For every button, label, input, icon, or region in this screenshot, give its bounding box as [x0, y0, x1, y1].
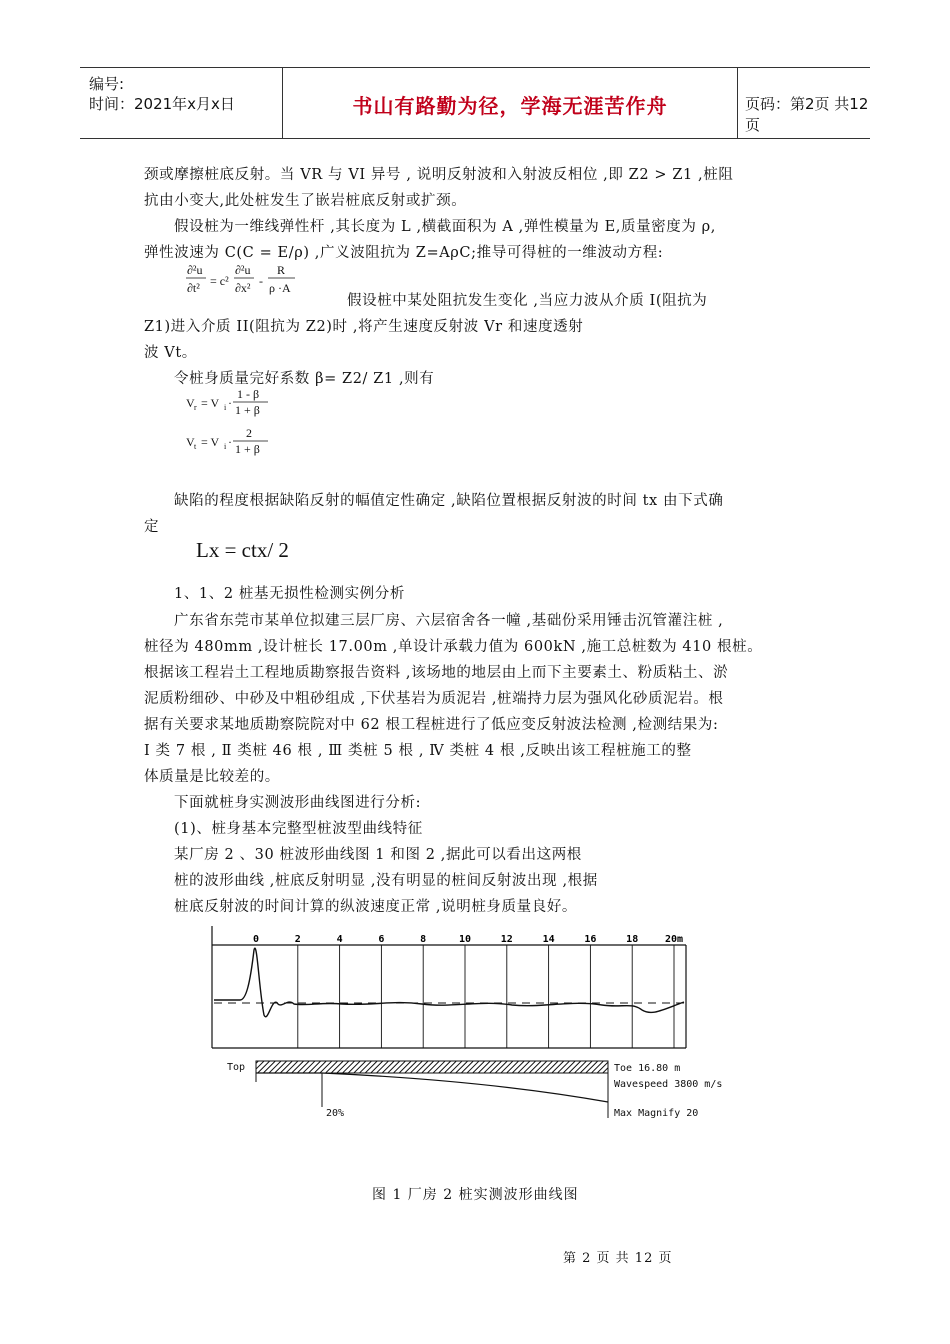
- vr-formula: [185, 385, 285, 419]
- svg-text:1 - β: 1 - β: [237, 387, 260, 401]
- body-line: 弹性波速为 C(C = E/ρ) ,广义波阻抗为 Z=AρC;推导可得桩的一维波动方程:: [144, 245, 664, 261]
- svg-text:1 + β: 1 + β: [235, 403, 260, 417]
- tick-label: 4: [336, 934, 343, 945]
- svg-text:·: ·: [228, 435, 232, 449]
- vr-formula-graphic: [185, 385, 285, 419]
- svg-text:t: t: [194, 442, 197, 451]
- body-line: 泥质粉细砂、中砂及中粗砂组成 ,下伏基岩为质泥岩 ,桩端持力层为强风化砂质泥岩。根: [144, 691, 724, 707]
- wavespeed-label: Wavespeed 3800 m/s: [614, 1079, 723, 1090]
- number-label: 编号:: [89, 75, 125, 93]
- tick-label: 8: [420, 934, 427, 945]
- svg-text:2: 2: [246, 426, 252, 440]
- figure-gridlines: [298, 945, 674, 1048]
- vt-formula: [185, 424, 285, 458]
- svg-text:= V: = V: [201, 396, 220, 410]
- body-line: 假设桩中某处阻抗发生变化 ,当应力波从介质 I(阻抗为: [347, 293, 708, 309]
- tick-label: 6: [378, 934, 385, 945]
- svg-text:1 + β: 1 + β: [235, 442, 260, 456]
- magnify-label: Max Magnify 20: [614, 1108, 699, 1119]
- tick-label: 0: [252, 934, 260, 945]
- lx-formula-text: Lx = ctx/ 2: [196, 538, 289, 562]
- body-line: 桩径为 480mm ,设计桩长 17.00m ,单设计承载力值为 600kN ,施工总桩数为 410 根桩。: [144, 639, 763, 655]
- page-footer: 第 2 页 共 12 页: [563, 1251, 673, 1266]
- svg-text:ρ ·A: ρ ·A: [269, 281, 291, 295]
- body-line: 体质量是比较差的。: [144, 769, 280, 785]
- top-label: Top: [227, 1062, 246, 1073]
- tick-label: 16: [584, 934, 597, 945]
- body-line: 令桩身质量完好系数 β= Z2/ Z1 ,则有: [174, 371, 435, 387]
- body-line: 据有关要求某地质勘察院院对中 62 根工程桩进行了低应变反射波法检测 ,检测结果为:: [144, 717, 719, 733]
- tick-label: 20m: [664, 934, 684, 945]
- time-label: 时间：2021年x月x日: [89, 95, 235, 113]
- page-label: 页码：第2页 共12页: [745, 95, 869, 134]
- svg-text:R: R: [277, 263, 286, 277]
- section-heading: 1、1、2 桩基无损性检测实例分析: [174, 586, 405, 602]
- body-line: 桩的波形曲线 ,桩底反射明显 ,没有明显的桩间反射波出现 ,根据: [174, 873, 598, 889]
- wave-equation-graphic: [185, 263, 335, 303]
- waveform-trace: [214, 948, 684, 1017]
- pile-bar: [256, 1061, 608, 1073]
- wave-equation: [185, 263, 335, 303]
- tick-label: 14: [542, 934, 555, 945]
- svg-text:V: V: [186, 396, 195, 410]
- motto: 书山有路勤为径，学海无涯苦作舟: [352, 94, 668, 118]
- figure-tick-labels: [253, 934, 683, 945]
- svg-text:= c²: = c²: [210, 274, 229, 288]
- svg-text:V: V: [186, 435, 195, 449]
- body-line: 广东省东莞市某单位拟建三层厂房、六层宿舍各一幢 ,基础份采用锤击沉管灌注桩 ,: [174, 613, 724, 629]
- body-line: Z1)进入介质 II(阻抗为 Z2)时 ,将产生速度反射波 Vr 和速度透射: [144, 319, 584, 335]
- body-line: 缺陷的程度根据缺陷反射的幅值定性确定 ,缺陷位置根据反射波的时间 tx 由下式确: [174, 493, 724, 509]
- body-line: 某厂房 2 、30 桩波形曲线图 1 和图 2 ,据此可以看出这两根: [174, 847, 582, 863]
- waveform-svg: [212, 920, 723, 1135]
- vt-formula-graphic: [185, 424, 285, 458]
- body-line: 抗由小变大,此处桩发生了嵌岩桩底反射或扩颈。: [144, 193, 467, 209]
- pct-label: 20%: [326, 1108, 345, 1119]
- svg-text:i: i: [224, 442, 227, 451]
- body-line: 假设桩为一维线弹性杆 ,其长度为 L ,横截面积为 A ,弹性模量为 E,质量密度为 ρ,: [174, 219, 717, 235]
- body-line: (1)、桩身基本完整型桩波型曲线特征: [174, 821, 423, 837]
- tick-label: 12: [500, 934, 513, 945]
- body-line: Ⅰ 类 7 根 , Ⅱ 类桩 46 根 , Ⅲ 类桩 5 根 , Ⅳ 类桩 4 根 ,反映出该工程桩施工的整: [144, 743, 692, 759]
- toe-label: Toe 16.80 m: [614, 1063, 681, 1074]
- magnify-curve: [256, 1073, 608, 1102]
- tick-label: 2: [294, 934, 301, 945]
- figure-caption: 图 1 厂房 2 桩实测波形曲线图: [372, 1187, 579, 1203]
- header-left-cell: [80, 68, 282, 138]
- body-line: 定: [144, 519, 160, 535]
- page-header: [80, 67, 870, 139]
- svg-text:∂t²: ∂t²: [187, 281, 200, 295]
- body-line: 根据该工程岩土工程地质勘察报告资料 ,该场地的地层由上而下主要素土、粉质粘土、淤: [144, 665, 729, 681]
- svg-text:∂²u: ∂²u: [235, 263, 251, 277]
- svg-text:= V: = V: [201, 435, 220, 449]
- lx-formula: [196, 538, 289, 563]
- body-line: 下面就桩身实测波形曲线图进行分析:: [174, 795, 422, 811]
- svg-text:i: i: [224, 403, 227, 412]
- header-center-cell: [282, 68, 738, 138]
- svg-text:·: ·: [228, 396, 232, 410]
- waveform-figure: [212, 920, 723, 1135]
- svg-text:-: -: [259, 274, 263, 288]
- tick-label: 10: [458, 934, 472, 945]
- body-line: 颈或摩擦桩底反射。当 VR 与 VI 异号 , 说明反射波和入射波反相位 ,即 Z2 > Z1 ,桩阻: [144, 167, 734, 183]
- svg-text:∂²u: ∂²u: [187, 263, 203, 277]
- tick-label: 18: [626, 934, 639, 945]
- body-line: 波 Vt。: [144, 345, 197, 361]
- header-right-cell: [737, 68, 870, 138]
- body-line: 桩底反射波的时间计算的纵波速度正常 ,说明桩身质量良好。: [174, 899, 578, 915]
- svg-text:∂x²: ∂x²: [235, 281, 251, 295]
- svg-text:r: r: [194, 403, 197, 412]
